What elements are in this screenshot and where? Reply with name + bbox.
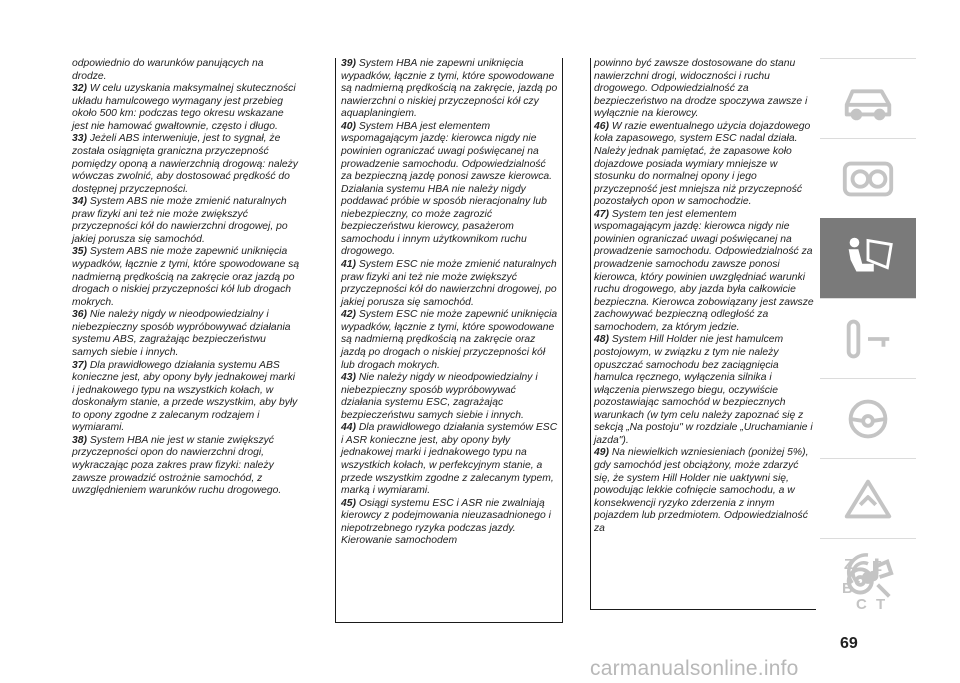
paragraph: odpowiednio do warunków panujących na drodze. xyxy=(72,58,264,82)
text-column-3 xyxy=(590,58,816,610)
text-column-1 xyxy=(72,58,300,618)
key-icon xyxy=(839,315,897,363)
chapter-index-sidebar xyxy=(820,58,916,618)
paragraph: 46) W razie ewentualnego użycia dojazdowego koła zapasowego, system ESC nadal działa. Należy jednak pamiętać, że zapasowe koło dojazdowe posiada wymiary mniejsze w stosunku do normalnej opony i jego przyczepność jest mniejsza niż przyczepność pozostałych opon w samochodzie. xyxy=(594,120,811,208)
paragraph: 33) Jeżeli ABS interweniuje, jest to sygnał, że została osiągnięta graniczna przyczepność pomiędzy oponą a nawierzchnią drogową: należy wówczas zwolnić, aby dostosować prędkość do dostępnej przyczepności. xyxy=(72,133,298,195)
tab-dashboard[interactable] xyxy=(820,138,916,219)
page-number: 69 xyxy=(840,635,858,652)
paragraph: 43) Nie należy nigdy w nieodpowiedzialny i niebezpieczny sposób wypróbowywać działania systemu ESC, zagrażając bezpieczeństwu samych siebie i innych. xyxy=(341,372,538,421)
tab-safety[interactable] xyxy=(820,218,916,298)
paragraph: 45) Osiągi systemu ESC i ASR nie zwalniają kierowcy z podejmowania nieuzasadnionego i niepotrzebnego ryzyka podczas jazdy. Kierowanie samochodem xyxy=(341,497,551,547)
paragraph: 47) System ten jest elementem wspomagającym jazdę: kierowca nigdy nie powinien ograniczać uwagi poświęcanej na prowadzenie samochodu. Odpowiedzialność za prowadzenie samochodu zawsze ponosi kierowca, który powinien uwzględniać warunki ruchu drogowego, aby jazda była całkowicie bezpieczna. Kierowca zobowiązany jest zawsze zachowywać bezpieczną odległość za samochodem, za którym jedzie. xyxy=(594,208,814,333)
seat-safety-icon xyxy=(839,234,897,282)
paragraph: 41) System ESC nie może zmienić naturalnych praw fizyki ani też nie może zwiększyć przyczepności kół do nawierzchni drogowej, po jakiej porusza się samochód. xyxy=(341,259,557,308)
tab-emergency[interactable] xyxy=(820,458,916,539)
dashboard-icon xyxy=(839,155,897,203)
watermark: carmanualsonline.info xyxy=(590,657,799,680)
paragraph: 42) System ESC nie może zapewnić uniknięcia wypadków, łącznie z tymi, które spowodowane są nadmierną prędkością na zakręcie oraz jazdą po drogach o niskiej przyczepności kół lub drogach mokrych. xyxy=(341,309,558,371)
car-icon xyxy=(839,75,897,123)
paragraph: 36) Nie należy nigdy w nieodpowiedzialny i niebezpieczny sposób wypróbowywać działania systemu ABS, zagrażając bezpieczeństwu samych siebie i innych. xyxy=(72,309,291,358)
tab-driving[interactable] xyxy=(820,378,916,459)
paragraph: 34) System ABS nie może zmienić naturalnych praw fizyki ani też nie może zwiększyć przyczepności kół do nawierzchni drogowej, po jakiej porusza się samochód. xyxy=(72,196,288,245)
paragraph: 44) Dla prawidłowego działania systemów ESC i ASR konieczne jest, aby opony były jednakowej marki i jednakowego typu na wszystkich kołach, w perfekcyjnym stanie, a przede wszystkim zgodne z zalecanym typem, marką i wymiarami. xyxy=(341,422,558,497)
text-column-2 xyxy=(335,58,563,623)
alphabetical-index-icon: Z E B C T xyxy=(842,556,886,613)
warning-triangle-icon xyxy=(839,475,897,523)
paragraph: 39) System HBA nie zapewni uniknięcia wypadków, łącznie z tymi, które spowodowane są nadmierną prędkością na zakręcie, jazdą po nawierzchni o niskiej przyczepności kół czy aquaplaningiem. xyxy=(341,58,558,120)
paragraph: 40) System HBA jest elementem wspomagającym jazdę: kierowca nigdy nie powinien ograniczać uwagi poświęcanej na prowadzenie samochodu. Odpowiedzialność za bezpieczną jazdę ponosi zawsze kierowca. Działania systemu HBA nie należy nigdy poddawać próbie w sposób nieracjonalny lub niebezpieczny, co może zagrozić bezpieczeństwu kierowcy, pasażerom samochodu i innym użytkownikom ruchu drogowego. xyxy=(341,120,553,258)
paragraph: 38) System HBA nie jest w stanie zwiększyć przyczepności opon do nawierzchni drogi, wykraczając poza zakres praw fizyki: należy zawsze prowadzić ostrożnie samochód, z uwzględnieniem warunków ruchu drogowego. xyxy=(72,434,282,497)
tab-vehicle[interactable] xyxy=(820,58,916,139)
steering-wheel-icon xyxy=(839,395,897,443)
paragraph: 32) W celu uzyskania maksymalnej skuteczności układu hamulcowego wymagany jest przebieg około 500 km: podczas tego okresu wskazane jest nie hamować gwałtownie, często i długo. xyxy=(72,83,296,132)
paragraph: 35) System ABS nie może zapewnić uniknięcia wypadków, łącznie z tymi, które spowodowane są nadmierną prędkością na zakręcie oraz jazdą po drogach o niskiej przyczepności kół lub drogach mokrych. xyxy=(72,246,300,308)
paragraph: powinno być zawsze dostosowane do stanu nawierzchni drogi, widoczności i ruchu drogowego. Odpowiedzialność za bezpieczeństwo na drodze spoczywa zawsze i wyłącznie na kierowcy. xyxy=(594,58,808,120)
paragraph: 49) Na niewielkich wzniesieniach (poniżej 5%), gdy samochód jest obciążony, może zdarzyć się, że system Hill Holder nie uaktywni się, powodując lekkie cofnięcie samochodu, a w konsekwencji ryzyko zderzenia z innym pojazdem lub przedmiotem. Odpowiedzialność za xyxy=(594,447,809,534)
paragraph: 37) Dla prawidłowego działania systemu ABS konieczne jest, aby opony były jednakowej marki i jednakowego typu na wszystkich kołach, w doskonałym stanie, a przede wszystkim, aby były to opony zgodne z zalecanym rodzajem i wymiarami. xyxy=(72,359,298,434)
paragraph: 48) System Hill Holder nie jest hamulcem postojowym, w związku z tym nie należy opuszczać samochodu bez zaciągnięcia hamulca ręcznego, wyłączenia silnika i włączenia pierwszego biegu, oczywiście pozostawiając samochód w bezpiecznych warunkach (w tym celu należy zapoznać się z sekcją „Na postoju" w rozdziale „Uruchamianie i jazda"). xyxy=(594,334,813,446)
tab-starting[interactable] xyxy=(820,298,916,379)
